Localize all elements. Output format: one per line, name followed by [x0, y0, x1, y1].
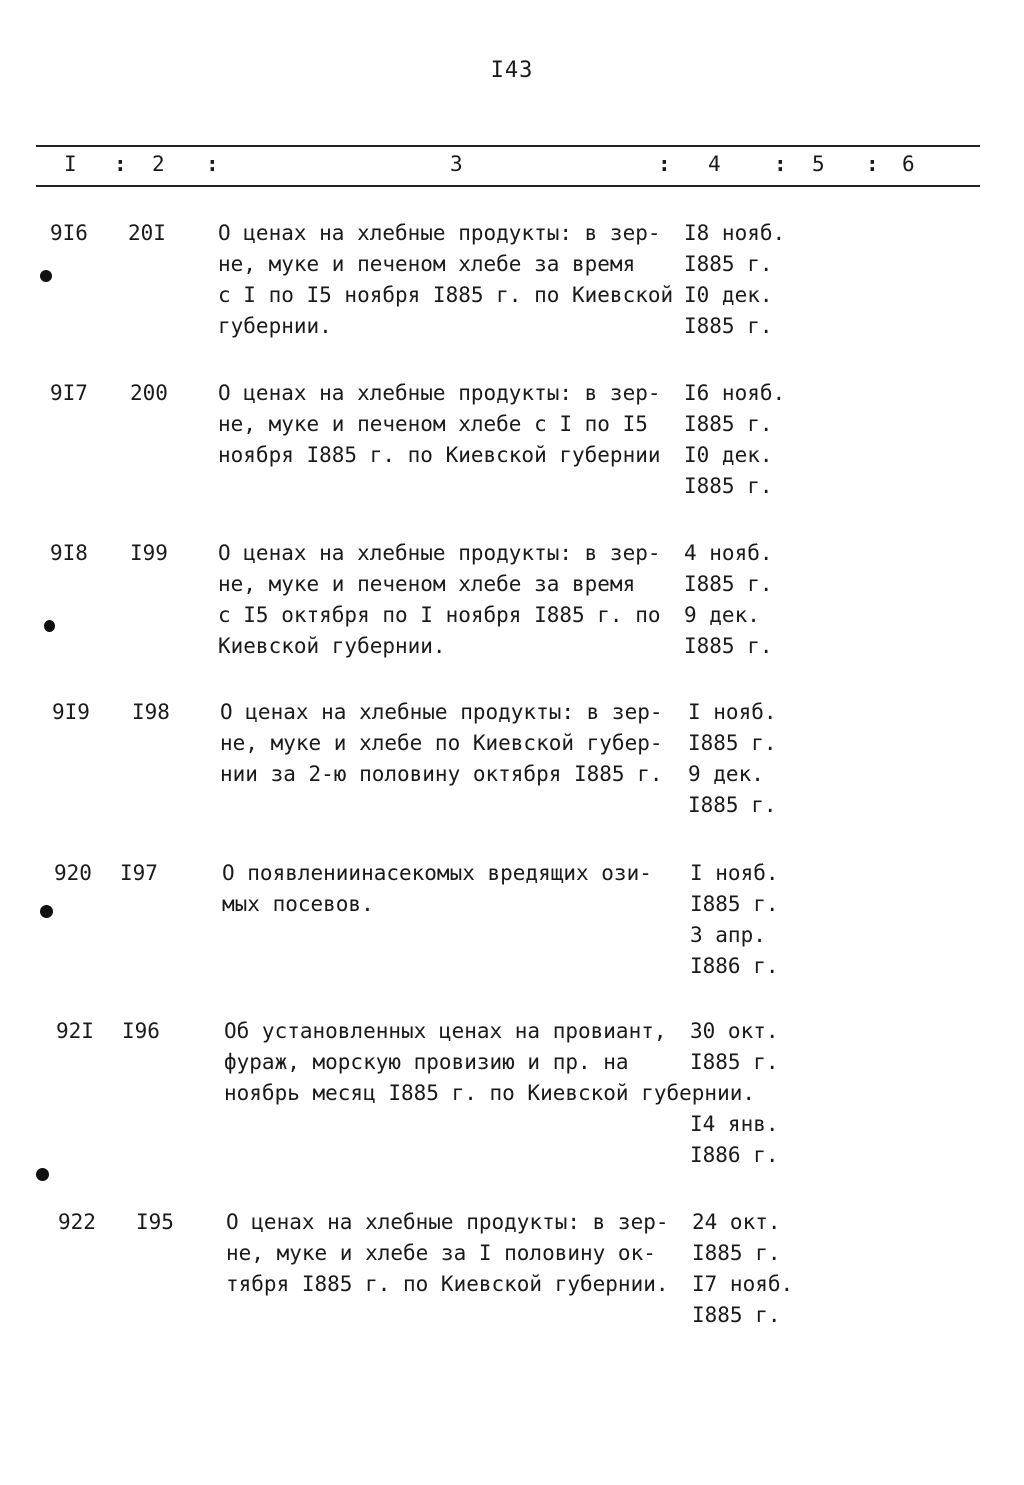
date-line: I нояб.: [690, 861, 779, 885]
entry-description: [218, 378, 688, 471]
column-separator: :: [774, 152, 787, 176]
date-line: I885 г.: [692, 1303, 781, 1327]
entry-description: [226, 1207, 696, 1300]
entry-number: 9I6: [50, 221, 88, 245]
description-line: с I по I5 ноября I885 г. по Киевской: [218, 283, 674, 307]
description-line: мых посевов.: [222, 892, 374, 916]
entry-reference: 20I: [128, 221, 166, 245]
description-line: О ценах на хлебные продукты: в зер-: [218, 541, 661, 565]
date-line: I нояб.: [688, 700, 777, 724]
entry-description: [222, 858, 692, 920]
date-line: I885 г.: [690, 892, 779, 916]
column-header-4: 4: [708, 152, 721, 176]
date-line: I885 г.: [684, 634, 773, 658]
entry-dates: [688, 697, 808, 821]
description-line: Киевской губернии.: [218, 634, 446, 658]
entry-dates: [692, 1207, 812, 1331]
date-line: 9 дек.: [684, 603, 760, 627]
entry-reference: I98: [132, 700, 170, 724]
description-line: не, муке и хлебе за I половину ок-: [226, 1241, 656, 1265]
column-separator: :: [206, 152, 219, 176]
description-line: фураж, морскую провизию и пр. на: [224, 1050, 629, 1074]
date-line: I0 дек.: [684, 443, 773, 467]
scan-speck: [44, 620, 55, 632]
column-separator: :: [658, 152, 671, 176]
entry-reference: I97: [120, 861, 158, 885]
date-line: 4 нояб.: [684, 541, 773, 565]
entry-dates: [690, 1016, 810, 1171]
entry-number: 9I7: [50, 381, 88, 405]
entry-dates: [684, 218, 804, 342]
column-separator: :: [866, 152, 879, 176]
description-line: с I5 октября по I ноября I885 г. по: [218, 603, 661, 627]
date-line: I6 нояб.: [684, 381, 786, 405]
date-line: 9 дек.: [688, 762, 764, 786]
entry-reference: I95: [136, 1210, 174, 1234]
description-line: нии за 2-ю половину октября I885 г.: [220, 762, 663, 786]
column-header-2: 2: [152, 152, 165, 176]
date-line: I885 г.: [688, 731, 777, 755]
description-line: не, муке и печеном хлебе за время: [218, 252, 636, 276]
scan-speck: [40, 270, 52, 282]
date-line: I885 г.: [688, 793, 777, 817]
description-line: губернии.: [218, 314, 332, 338]
page-number: I43: [490, 58, 534, 83]
entry-dates: [684, 538, 804, 662]
description-line: тября I885 г. по Киевской губернии.: [226, 1272, 669, 1296]
date-line: I7 нояб.: [692, 1272, 794, 1296]
date-line: [690, 1078, 810, 1109]
scan-speck: [36, 1168, 49, 1181]
column-header-6: 6: [902, 152, 915, 176]
entry-reference: 200: [130, 381, 168, 405]
header-bottom-rule: [36, 185, 980, 187]
date-line: I886 г.: [690, 1143, 779, 1167]
date-line: I885 г.: [684, 474, 773, 498]
description-line: О ценах на хлебные продукты: в зер-: [220, 700, 663, 724]
date-line: I8 нояб.: [684, 221, 786, 245]
description-line: ноябрь месяц I885 г. по Киевской губернии.: [224, 1081, 756, 1105]
entry-description: [218, 218, 688, 342]
description-line: О появлениинасекомых вредящих ози-: [222, 861, 652, 885]
date-line: I885 г.: [692, 1241, 781, 1265]
entry-description: [218, 538, 688, 662]
description-line: ноября I885 г. по Киевской губернии: [218, 443, 661, 467]
entry-dates: [690, 858, 810, 982]
column-header-3: 3: [450, 152, 463, 176]
description-line: не, муке и печеном хлебе за время: [218, 572, 636, 596]
header-top-rule: [36, 145, 980, 147]
date-line: I885 г.: [684, 252, 773, 276]
entry-number: 9I9: [52, 700, 90, 724]
date-line: I885 г.: [690, 1050, 779, 1074]
entry-reference: I96: [122, 1019, 160, 1043]
description-line: Об установленных ценах на провиант,: [224, 1019, 667, 1043]
date-line: I885 г.: [684, 314, 773, 338]
entry-number: 922: [58, 1210, 96, 1234]
scan-speck: [40, 905, 53, 918]
date-line: I885 г.: [684, 572, 773, 596]
entry-number: 92I: [56, 1019, 94, 1043]
date-line: I885 г.: [684, 412, 773, 436]
column-header-1: I: [64, 152, 77, 176]
date-line: 24 окт.: [692, 1210, 781, 1234]
description-line: О ценах на хлебные продукты: в зер-: [226, 1210, 669, 1234]
entry-number: 9I8: [50, 541, 88, 565]
column-header-5: 5: [812, 152, 825, 176]
entry-dates: [684, 378, 804, 502]
description-line: не, муке и печеном хлебе с I по I5: [218, 412, 648, 436]
description-line: О ценах на хлебные продукты: в зер-: [218, 221, 661, 245]
date-line: I0 дек.: [684, 283, 773, 307]
column-header-row: [36, 152, 980, 180]
description-line: О ценах на хлебные продукты: в зер-: [218, 381, 661, 405]
entry-number: 920: [54, 861, 92, 885]
date-line: I4 янв.: [690, 1112, 779, 1136]
date-line: 3 апр.: [690, 923, 766, 947]
date-line: 30 окт.: [690, 1019, 779, 1043]
column-separator: :: [114, 152, 127, 176]
entry-description: [220, 697, 690, 790]
description-line: не, муке и хлебе по Киевской губер-: [220, 731, 663, 755]
entry-reference: I99: [130, 541, 168, 565]
date-line: I886 г.: [690, 954, 779, 978]
